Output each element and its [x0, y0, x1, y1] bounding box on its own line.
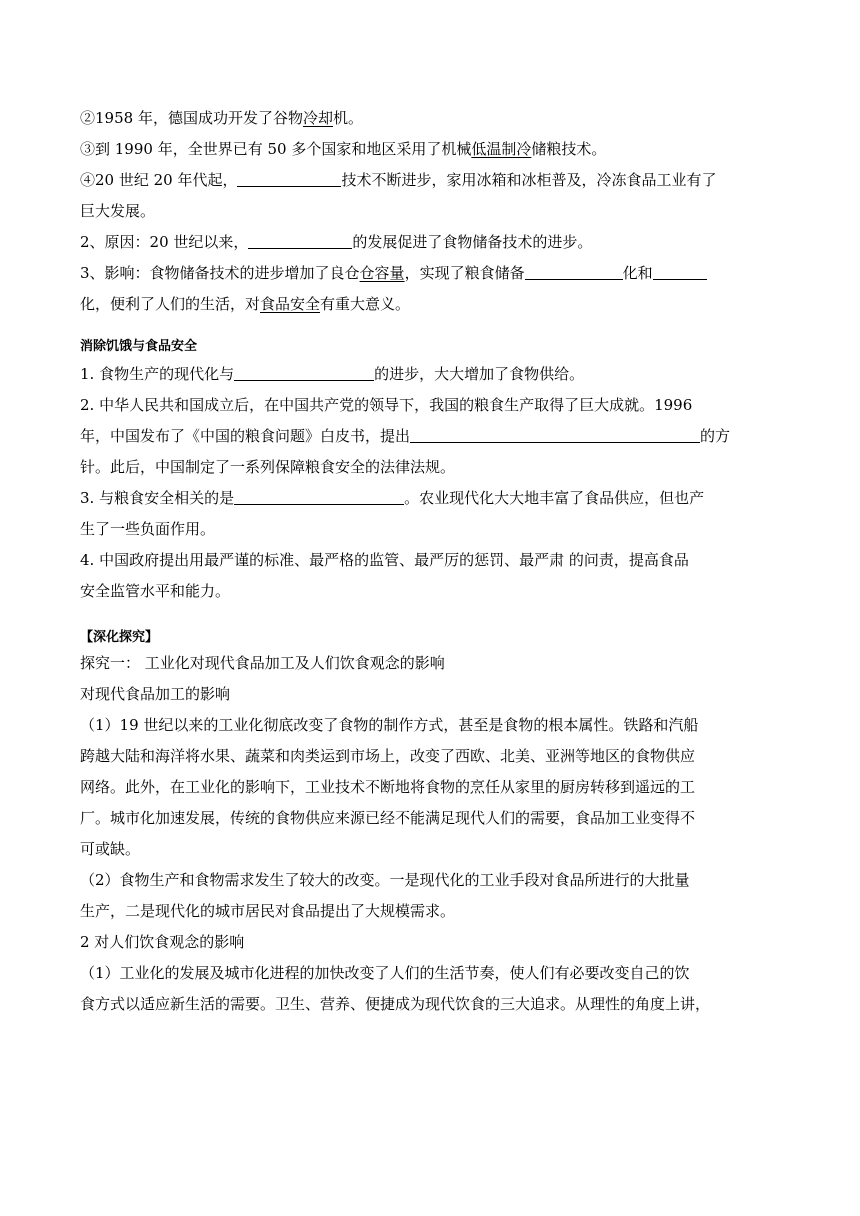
underlined-term: 低温制冷 [471, 140, 532, 158]
document-body [80, 106, 783, 1023]
fill-blank[interactable] [234, 488, 404, 505]
paragraph-line: （1）19 世纪以来的工业化彻底改变了食物的制作方式，甚至是食物的根本属性。铁路和汽船 [80, 716, 699, 734]
fill-blank[interactable] [653, 263, 707, 280]
paragraph-line: 可或缺。 [80, 840, 141, 858]
underlined-term: 冷却 [302, 109, 333, 127]
hunger-item-4: 4. 中国政府提出用最严谨的标准、最严格的监管、最严厉的惩罚、最严肃 的问责，提高食品 [80, 551, 689, 569]
fill-blank[interactable] [234, 364, 374, 381]
reason-line: 2、原因：20 世纪以来， 的发展促进了食物储备技术的进步。 [80, 233, 593, 251]
paragraph-line: 网络。此外，在工业化的影响下，工业技术不断地将食物的烹任从家里的厨房转移到遥远的工 [80, 778, 696, 796]
paragraph-line: （1）工业化的发展及城市化进程的加快改变了人们的生活节奏，使人们有必要改变自己的饮 [80, 964, 690, 982]
fill-blank[interactable] [248, 232, 352, 249]
section-heading-hunger: 消除饥饿与食品安全 [80, 339, 198, 354]
hunger-item-3-cont: 生了一些负面作用。 [80, 520, 216, 538]
storage-item-4: ④20 世纪 20 年代起， 技术不断进步，家用冰箱和冰柜普及，冷冻食品工业有了 [80, 171, 717, 189]
impact-line: 3、影响：食物储备技术的进步增加了良仓仓容量，实现了粮食储备 化和 [80, 261, 783, 286]
hunger-item-2-cont2: 针。此后，中国制定了一系列保障粮食安全的法律法规。 [80, 458, 456, 476]
inquiry-title: 探究一： 工业化对现代食品加工及人们饮食观念的影响 [80, 654, 445, 672]
underlined-term: 食品安全 [260, 295, 321, 313]
fill-blank[interactable] [525, 263, 623, 280]
hunger-item-2-cont: 年，中国发布了《中国的粮食问题》白皮书，提出 的方 [80, 427, 731, 445]
hunger-item-2: 2. 中华人民共和国成立后，在中国共产党的领导下，我国的粮食生产取得了巨大成就。1996 [80, 396, 693, 414]
paragraph-line: 食方式以适应新生活的需要。卫生、营养、便捷成为现代饮食的三大追求。从理性的角度上讲， [80, 995, 711, 1013]
fill-blank[interactable] [237, 170, 341, 187]
storage-item-2: ②1958 年，德国成功开发了谷物冷却机。 [80, 109, 363, 127]
underlined-term: 仓容量 [359, 264, 405, 282]
paragraph-line: 生产，二是现代化的城市居民对食品提出了大规模需求。 [80, 902, 456, 920]
subheading-diet: 2 对人们饮食观念的影响 [80, 933, 245, 951]
storage-item-4-cont: 巨大发展。 [80, 202, 156, 220]
subheading-processing: 对现代食品加工的影响 [80, 685, 231, 703]
hunger-item-3: 3. 与粮食安全相关的是 。农业现代化大大地丰富了食品供应，但也产 [80, 489, 705, 507]
paragraph-line: 厂。城市化加速发展，传统的食物供应来源已经不能满足现代人们的需要，食品加工业变得不 [80, 809, 696, 827]
fill-blank[interactable] [410, 426, 700, 443]
hunger-item-1: 1. 食物生产的现代化与 的进步，大大增加了食物供给。 [80, 365, 585, 383]
section-heading-deep: 【深化探究】 [80, 630, 159, 645]
paragraph-line: 跨越大陆和海洋将水果、蔬菜和肉类运到市场上，改变了西欧、北美、亚洲等地区的食物供应 [80, 747, 696, 765]
storage-item-3: ③到 1990 年，全世界已有 50 多个国家和地区采用了机械低温制冷储粮技术。 [80, 140, 607, 158]
hunger-item-4-cont: 安全监管水平和能力。 [80, 582, 231, 600]
impact-line-cont: 化，便利了人们的生活，对食品安全有重大意义。 [80, 295, 411, 313]
paragraph-line: （2）食物生产和食物需求发生了较大的改变。一是现代化的工业手段对食品所进行的大批量 [80, 871, 690, 889]
